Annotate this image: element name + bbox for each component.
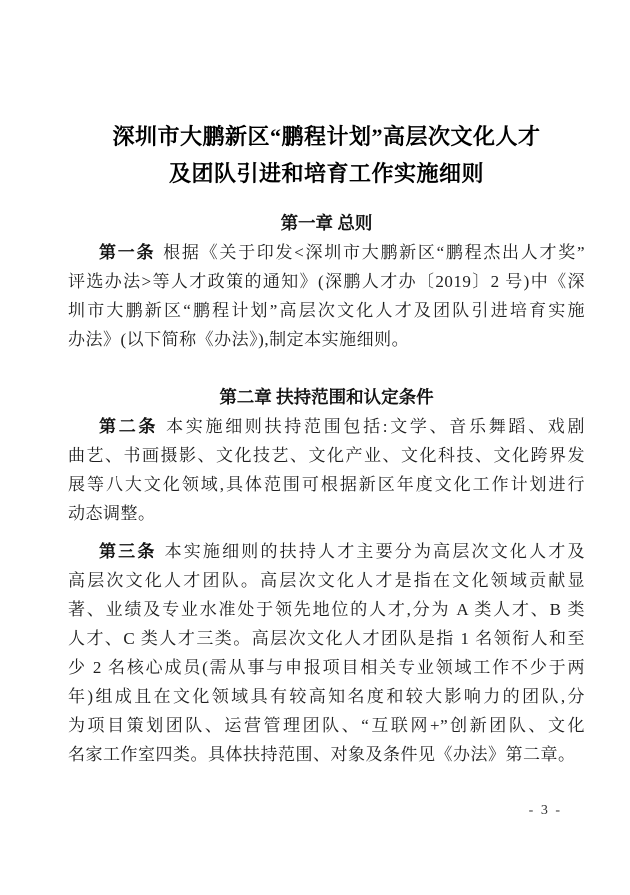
article-2-line-3: 展等八大文化领域,具体范围可根据新区年度文化工作计划进行 (68, 475, 585, 494)
document-title (68, 0, 585, 192)
article-3-line-7: 为项目策划团队、运营管理团队、“互联网+”创新团队、文化 (68, 716, 585, 735)
article-3-line-1-text: 本实施细则的扶持人才主要分为高层次文化人才及 (164, 542, 585, 561)
article-3-line-8: 名家工作室四类。具体扶持范围、对象及条件见《办法》第二章。 (68, 745, 576, 764)
article-2-number: 第二条 (99, 417, 159, 436)
article-3-line-4: 人才、C 类人才三类。高层次文化人才团队是指 1 名领衔人和至 (68, 629, 585, 648)
page-number: - 3 - (528, 803, 562, 818)
article-3-paragraph (68, 537, 585, 769)
article-3-line-3: 著、业绩及专业水准处于领先地位的人才,分为 A 类人才、B 类 (68, 600, 585, 619)
article-3-line-5: 少 2 名核心成员(需从事与申报项目相关专业领域工作不少于两 (68, 658, 585, 677)
article-1-line-4: 办法》(以下简称《办法》),制定本实施细则。 (68, 330, 410, 349)
document-title-line2: 及团队引进和培育工作实施细则 (168, 161, 484, 186)
article-2-line-2: 曲艺、书画摄影、文化技艺、文化产业、文化科技、文化跨界发 (68, 446, 585, 465)
article-1-paragraph (68, 238, 585, 354)
article-2-line-4: 动态调整。 (68, 504, 156, 523)
article-3-line-6: 年)组成且在文化领域具有较高知名度和较大影响力的团队,分 (68, 687, 585, 706)
document-title-line1: 深圳市大鹏新区“鹏程计划”高层次文化人才 (112, 124, 541, 149)
article-2-line-1 (68, 412, 585, 441)
article-3-line-1 (68, 537, 585, 566)
article-2-paragraph (68, 412, 585, 528)
chapter-2-heading: 第二章 扶持范围和认定条件 (219, 387, 434, 407)
article-2-line-1-text: 本实施细则扶持范围包括:文学、音乐舞蹈、戏剧 (166, 417, 586, 436)
article-1-line-3: 圳市大鹏新区“鹏程计划”高层次文化人才及团队引进培育实施 (68, 301, 585, 320)
article-1-number: 第一条 (99, 243, 156, 262)
article-1-line-1-text: 根据《关于印发<深圳市大鹏新区“鹏程杰出人才奖” (163, 243, 585, 262)
article-1-line-1 (68, 238, 585, 267)
article-1-line-2: 评选办法>等人才政策的通知》(深鹏人才办〔2019〕2 号)中《深 (68, 272, 585, 291)
article-3-number: 第三条 (99, 542, 157, 561)
article-3-line-2: 高层次文化人才团队。高层次文化人才是指在文化领域贡献显 (68, 571, 585, 590)
chapter-1-heading: 第一章 总则 (280, 213, 373, 233)
